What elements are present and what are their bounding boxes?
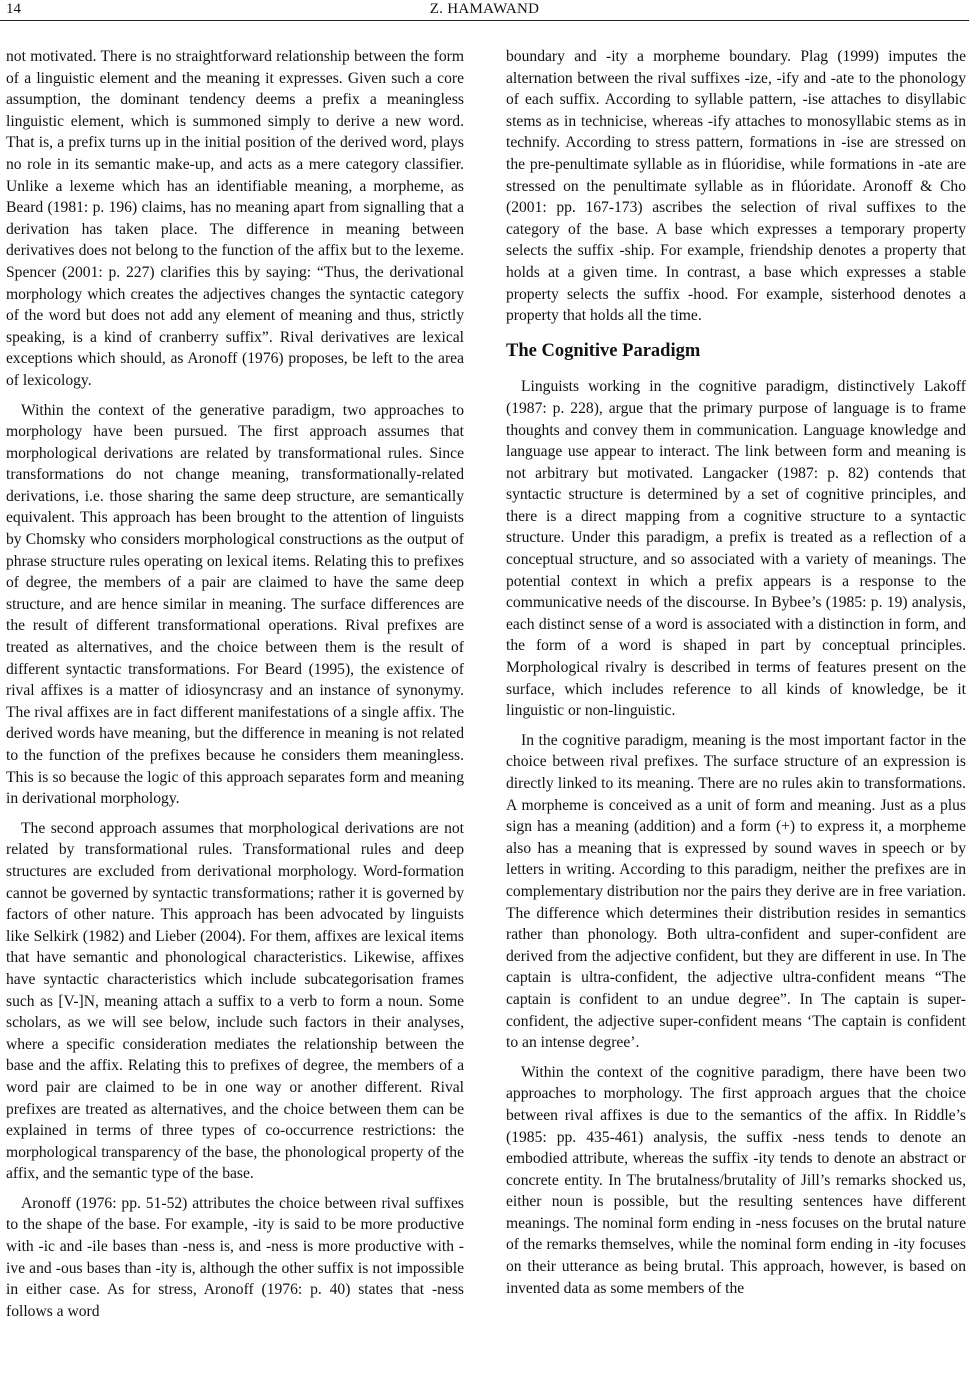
body-paragraph: In the cognitive paradigm, meaning is the most important factor in the choice between rival prefixes. The surface structure of an expression is directly linked to its meaning. There are no rules akin to transformations. A morpheme is conceived as a unit of form and meaning. Just as a plus sign has a meaning (addition) and a form (+) to express it, a morpheme also has a meaning that is expressed by sound waves in speech or by letters in writing. According to this paradigm, neither the prefixes are in complementary distribution nor the pairs they derive are in free variation. The difference which determines their distribution resides in semantics rather than phonology. Both ultra-confident and super-confident are derived from the adjective confident, but they are different in use. In The captain is ultra-confident, the adjective ultra-confident means “The captain is confident to an undue degree”. In The captain is super-confident, the adjective super-confident means ‘The captain is confident to an intense degree’.	[506, 731, 966, 1052]
body-paragraph: Within the context of the generative paradigm, two approaches to morphology have been pursued. The first approach assumes that morphological derivations are related by transformational rules. Since transformations do not change meaning, transformationally-related derivations, i.e. those sharing the same deep structure, are semantically equivalent. This approach has been brought to the attention of linguists by Chomsky who considers morphological constructions as the output of phrase structure rules operating on lexical items. Relating this to prefixes of degree, the members of a pair are claimed to have the same deep structure, and are hence similar in meaning. The surface differences are the result of different transformational operations. Rival prefixes are treated as alternatives, and the choice between them is the result of different syntactic transformations. For Beard (1995), the existence of rival affixes is a matter of idiosyncrasy and an instance of synonymy. The rival affixes are in fact different manifestations of a single affix. The derived words have meaning, but the difference in meaning is not related to the function of the prefixes because he considers them meaningless. This is so because the logic of this approach separates form and meaning in derivational morphology.	[6, 401, 464, 808]
body-paragraph: boundary and -ity a morpheme boundary. Plag (1999) imputes the alternation between the rival suffixes -ize, -ify and -ate to the phonology of each suffix. According to syllable pattern, -ise attaches to disyllabic stems as in technicise, whereas -ify attaches to monosyllabic stems as in technify. According to stress pattern, formations in -ise are stressed on the pre-penultimate syllable as in flúoridise, while formations in -ate are stressed on the penultimate syllable as in flúoridate. Aronoff & Cho (2001: pp. 167-173) ascribes the selection of rival suffixes to the category of the base. A base which expresses a temporary property selects the suffix -ship. For example, friendship denotes a property that holds at a given time. In contrast, a base which expresses a stable property selects the suffix -hood. For example, sisterhood denotes a property that holds all the time.	[506, 48, 966, 325]
body-paragraph: Within the context of the cognitive paradigm, there have been two approaches to morphology. The first approach argues that the choice between rival affixes is due to the semantics of the affix. In Riddle’s (1985: pp. 435-461) analysis, the suffix -ness tends to denote an embodied attribute, whereas the suffix -ity tends to denote an abstract or concrete entity. In The brutalness/brutality of Jill’s remarks shocked us, either noun is possible, but the resulting sentences have different meanings. The nominal form ending in -ness focuses on the brutal nature of the remarks themselves, while the nominal form ending in -ity focuses on their utterance as being brutal. This approach, however, is based on invented data as some members of the	[506, 1063, 966, 1297]
body-paragraph: The second approach assumes that morphological derivations are not related by transformational rules. Transformational rules and deep structures are excluded from derivational morphology. Word-formation cannot be governed by syntactic transformations; rather it is governed by factors of other nature. This approach has been advocated by linguists like Selkirk (1982) and Lieber (2004). For them, affixes are lexical items that have semantic and phonological characteristics. Likewise, affixes have syntactic characteristics which include subcategorisation frames such as [V-]N, meaning attach a suffix to a verb to form a noun. Some scholars, as we will see below, include such factors in their analyses, where a specific consideration mediates the relationship between the base and the affix. Relating this to prefixes of degree, the members of a word pair are claimed to be in one way or another different. Rival prefixes are treated as alternatives, and the choice between them can be explained in terms of three types of co-occurrence restrictions: the morphological transparency of the base, the phonological property of the affix, and the semantic type of the base.	[6, 819, 464, 1183]
running-head: Z. HAMAWAND	[429, 1, 540, 17]
page-number: 14	[6, 1, 21, 17]
right-column	[506, 46, 966, 1307]
header-rule	[0, 20, 969, 21]
body-paragraph: Aronoff (1976: pp. 51-52) attributes the choice between rival suffixes to the shape of the base. For example, -ity is said to be more productive with -ic and -ile bases than -ness is, and -ness is more productive with -ive and -ous bases than -ity is, although the other suffix is not impossible in either case. As for stress, Aronoff (1976: p. 40) states that -ness follows a word	[6, 1194, 464, 1320]
body-paragraph: Linguists working in the cognitive paradigm, distinctively Lakoff (1987: p. 228), argue that the primary purpose of language is to frame thoughts and convey them in communication. Language knowledge and language use appear to interact. The link between form and meaning is not arbitrary but motivated. Langacker (1987: p. 82) contends that syntactic structure is determined by a set of cognitive principles, and there is a direct mapping from a cognitive structure to a syntactic structure. Under this paradigm, a prefix is treated as a reflection of a conceptual structure, and so associated with a variety of meanings. The potential context in which a prefix appears is a response to the communicative needs of the discourse. In Bybee’s (1985: p. 19) analysis, each distinct sense of a word is associated with a distinction in form, and the form of a word is shaped in part by conceptual principles. Morphological rivalry is described in terms of features present on the surface, which includes reference to all kinds of knowledge, be it linguistic or non-linguistic.	[506, 378, 966, 720]
section-heading: The Cognitive Paradigm	[506, 340, 701, 361]
page-header	[0, 0, 969, 24]
body-paragraph: not motivated. There is no straightforward relationship between the form of a linguistic element and the meaning it expresses. Given such a core assumption, the dominant tendency deems a prefix a meaningless linguistic element, which is summoned simply to derive a new word. That is, a prefix turns up in the initial position of the derived word, plays no role in its semantic make-up, and acts as a mere category classifier. Unlike a lexeme which has an identifiable meaning, a morpheme, as Beard (1981: p. 196) claims, has no meaning apart from signalling that a derivation has taken place. The difference in meaning between derivatives does not belong to the function of the affix but to the lexeme. Spencer (2001: p. 227) clarifies this by saying: “Thus, the derivational morphology which creates the adjectives changes the syntactic category of the word but does not add any element of meaning and thus, strictly speaking, is a kind of cranberry suffix”. Rival derivatives are lexical exceptions which should, as Aronoff (1976) proposes, be left to the area of lexicology.	[6, 48, 464, 389]
left-column	[6, 46, 464, 1330]
